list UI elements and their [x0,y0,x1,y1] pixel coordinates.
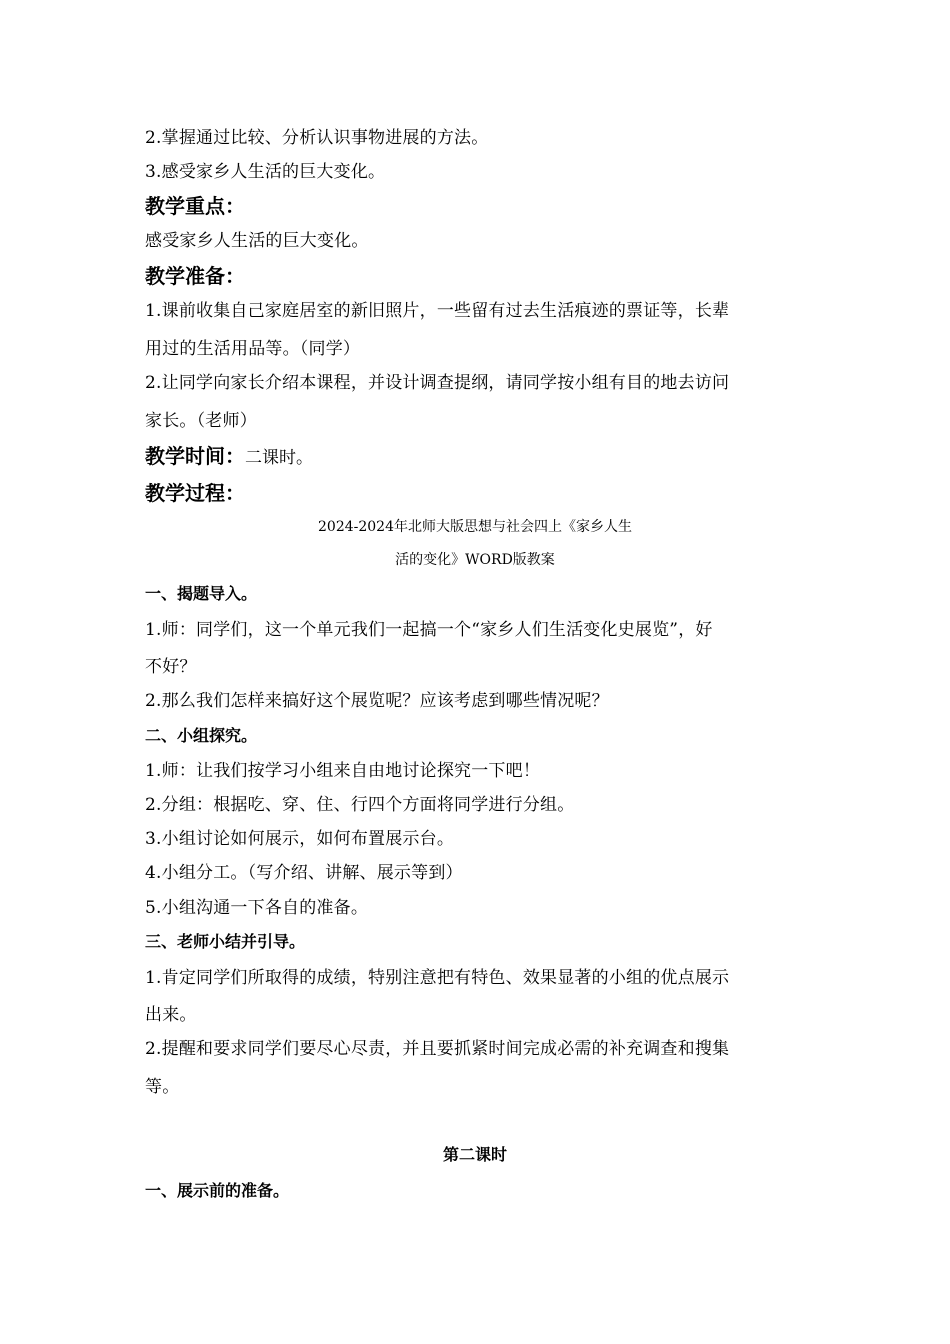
section-3-title: 三、老师小结并引导。 [145,932,306,951]
section-2-item-2: 2.分组：根据吃、穿、住、行四个方面将同学进行分组。 [145,795,575,815]
key-point-heading: 教学重点： [145,194,245,218]
section-2-item-3: 3.小组讨论如何展示，如何布置展示台。 [145,829,455,849]
goal-item-3: 3.感受家乡人生活的巨大变化。 [145,162,386,182]
section-3-item-2-line-1: 2.提醒和要求同学们要尽心尽责，并且要抓紧时间完成必需的补充调查和搜集 [145,1039,730,1059]
section-1-title: 一、揭题导入。 [145,584,258,603]
section-2-title: 二、小组探究。 [145,726,258,745]
preparation-item-1-line-2: 用过的生活用品等。（同学） [145,339,361,359]
section-2-item-5: 5.小组沟通一下各自的准备。 [145,898,369,918]
preparation-item-1-line-1: 1.课前收集自己家庭居室的新旧照片，一些留有过去生活痕迹的票证等，长辈 [145,301,730,321]
lesson-2-title: 第二课时 [442,1145,507,1164]
lesson-2-section-1-title: 一、展示前的准备。 [145,1181,290,1200]
section-3-item-2-line-2: 等。 [145,1077,180,1097]
teaching-time-heading: 教学时间： [145,444,245,468]
teaching-time-line [145,443,313,471]
preparation-heading: 教学准备： [145,264,245,288]
section-3-item-1-line-1: 1.肯定同学们所取得的成绩，特别注意把有特色、效果显著的小组的优点展示 [145,968,730,988]
teaching-time-value: 二课时。 [245,448,313,468]
section-1-item-2: 2.那么我们怎样来搞好这个展览呢？应该考虑到哪些情况呢？ [145,691,609,711]
document-title-line-2: 活的变化》WORD版教案 [395,552,555,568]
section-1-item-1-line-1: 1.师：同学们，这一个单元我们一起搞一个“家乡人们生活变化史展览”，好 [145,620,713,640]
section-1-item-1-line-2: 不好？ [145,657,197,677]
teaching-process-heading: 教学过程： [145,481,245,505]
section-3-item-1-line-2: 出来。 [145,1005,197,1025]
preparation-item-2-line-2: 家长。（老师） [145,411,257,431]
section-2-item-1: 1.师：让我们按学习小组来自由地讨论探究一下吧！ [145,761,541,781]
goal-item-2: 2.掌握通过比较、分析认识事物进展的方法。 [145,128,489,148]
preparation-item-2-line-1: 2.让同学向家长介绍本课程，并设计调查提纲，请同学按小组有目的地去访问 [145,373,730,393]
document-title-line-1: 2024-2024年北师大版思想与社会四上《家乡人生 [318,519,632,535]
section-2-item-4: 4.小组分工。（写介绍、讲解、展示等到） [145,863,463,883]
key-point-text: 感受家乡人生活的巨大变化。 [145,231,369,251]
